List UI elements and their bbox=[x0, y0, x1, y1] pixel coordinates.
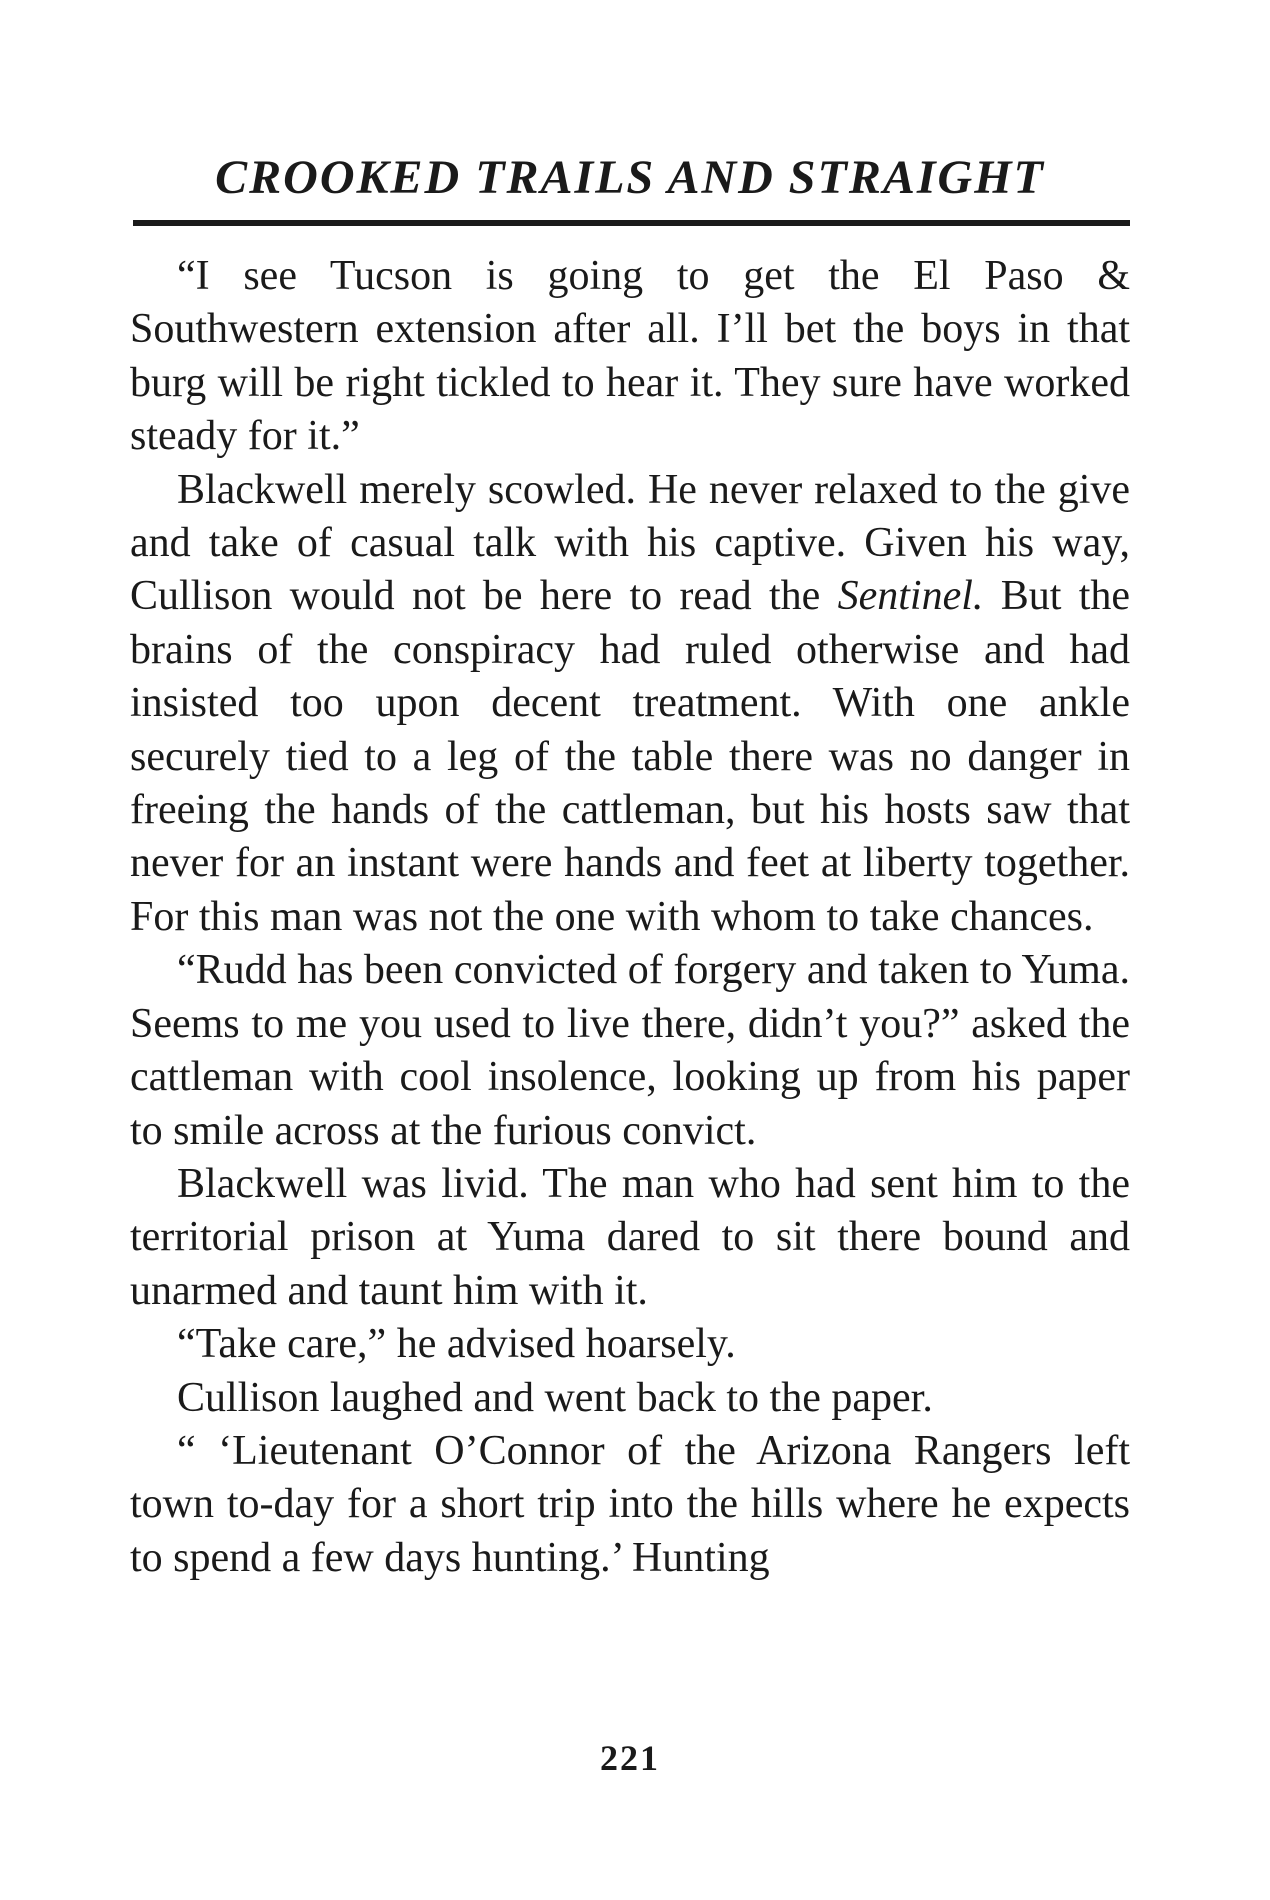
paragraph-6: Cullison laughed and went back to the paper. bbox=[177, 1374, 933, 1421]
paragraph-2-part-1: Blackwell merely scowled. He never relaxed to the give and take of casual talk with his captive. Given his way, Cullison would not be here to read the bbox=[130, 466, 1130, 620]
paragraph-1: “I see Tucson is going to get the El Paso & Southwestern extension after all. I’ll bet the boys in that burg will be right tickled to hear it. They sure have worked steady for it.” bbox=[130, 253, 1130, 460]
paragraph-5: “Take care,” he advised hoarsely. bbox=[177, 1321, 736, 1368]
newspaper-title: Sentinel. bbox=[837, 573, 984, 620]
paragraph-2-part-2: But the brains of the conspiracy had ruled otherwise and had insisted too upon decent treatment. With one ankle securely tied to a leg of the table there was no danger in freeing the hands of the cattleman, but his hosts saw that never for an instant were hands and feet at liberty together. For this man was not the one with whom to take chances. bbox=[130, 573, 1130, 940]
paragraph-2 bbox=[130, 464, 1130, 945]
page-number: 221 bbox=[600, 1738, 660, 1778]
paragraph-4: Blackwell was livid. The man who had sent him to the territorial prison at Yuma dared to sit there bound and unarmed and taunt him with it. bbox=[130, 1160, 1130, 1314]
body-text bbox=[130, 250, 1130, 1585]
running-head: CROOKED TRAILS AND STRAIGHT bbox=[215, 151, 1045, 204]
paragraph-7: “ ‘Lieutenant O’Connor of the Arizona Rangers left town to-day for a short trip into the hills where he expects to spend a few days hunting.’ Hunting bbox=[130, 1427, 1130, 1581]
paragraph-3: “Rudd has been convicted of forgery and taken to Yuma. Seems to me you used to live there, didn’t you?” asked the cattleman with cool insolence, looking up from his paper to smile across at the furious convict. bbox=[130, 947, 1130, 1154]
header-rule bbox=[133, 220, 1130, 226]
